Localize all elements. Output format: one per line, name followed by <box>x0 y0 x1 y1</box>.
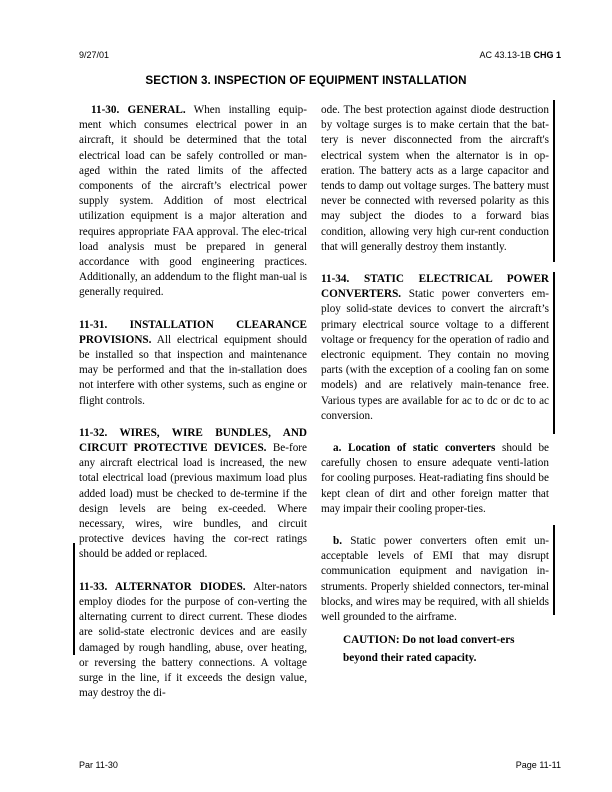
paragraph-heading: b. <box>333 535 343 548</box>
left-column <box>79 103 307 718</box>
paragraph-heading: 11-33. ALTERNATOR DIODES. <box>79 580 246 593</box>
change-bar-11-33 <box>73 543 75 655</box>
footer-paragraph-ref: Par 11-30 <box>79 760 118 770</box>
section-title: SECTION 3. INSPECTION OF EQUIPMENT INSTALLATION <box>145 74 467 87</box>
change-bar-11-34 <box>553 272 555 434</box>
change-number: CHG 1 <box>533 50 561 60</box>
caution-note: CAUTION: Do not load convert-ers beyond their rated capacity. <box>343 634 515 665</box>
paragraph-text: Static power converters em-ploy solid-state devices to convert the aircraft’s primary electrical source voltage to a different voltage or frequency for the operation of radio and electronic equipment. They contain no moving parts (with the exception of a cooling fan on some models) and are relatively main-tenance free. Various types are available for ac to dc or dc to ac conversion. <box>321 288 550 422</box>
header-doc-id <box>479 50 561 60</box>
paragraph-11-31 <box>79 318 307 409</box>
paragraph-heading: 11-34. STATIC ELECTRICAL POWER CONVERTERS. <box>321 273 549 301</box>
paragraph-text: should be carefully chosen to ensure adequate venti-lation for cooling purposes. Heat-radiating fins should be kept clean of dirt and other foreign matter that may impair their cooling proper-ties. <box>321 442 550 515</box>
paragraph-heading: 11-30. GENERAL. <box>91 104 186 116</box>
paragraph-text: Static power converters often emit un-acceptable levels of EMI that may disrupt communication equipment and navigation in-struments. Properly shielded connectors, ter-minal blocks, and wires may be required, with all shields well grounded to the airframe. <box>321 535 550 624</box>
paragraph-11-30 <box>79 103 307 301</box>
paragraph-text: Alter-nators employ diodes for the purpose of con-verting the alternating current to direct current. These diodes are solid-state electronic devices and are easily damaged by rough handling, abuse, over heating, or reversing the battery connections. A voltage surge in the line, if it exceeds the design value, may destroy the di- <box>79 580 307 700</box>
paragraph-text: All electrical equipment should be installed so that inspection and maintenance may be performed and that the in-stallation does not interfere with other systems, such as engine or flight controls. <box>79 333 307 407</box>
change-bar-11-34-b <box>553 525 555 615</box>
paragraph-11-34-b <box>321 534 549 625</box>
header-date: 9/27/01 <box>79 50 110 60</box>
paragraph-text: Be-fore any aircraft electrical load is increased, the new total electrical load (previous maximum load plus added load) must be checked to de-termine if the design levels are being ex-ceeded. Where necessary, wires, wire bundles, and circuit protective devices having the cor-rect ratings should be added or replaced. <box>79 442 307 561</box>
paragraph-11-32 <box>79 426 307 563</box>
paragraph-text: When installing equip-ment which consumes electrical power in an aircraft, it should be determined that the total electrical load can be safely controlled or man-aged within the rated limits of the affected components of the aircraft’s electrical power supply system. Addition of most electrical utilization equipment is a major alteration and requires appropriate FAA approval. The elec-trical load analysis must be prepared in general accordance with good engineering practices. Additionally, an addendum to the flight man-ual is generally required. <box>79 104 307 299</box>
paragraph-11-33-continued <box>321 103 549 255</box>
paragraph-text: ode. The best protection against diode destruction by voltage surges is to make certain that the bat-tery is never disconnected from the aircraft's electrical system when the alternator is in op-eration. The battery acts as a large capacitor and tends to damp out voltage surges. The battery must never be connected with reversed polarity as this may subject the diodes to a forward bias condition, allowing very high cur-rent conduction that will generally destroy them instantly. <box>321 104 549 253</box>
footer-page-number: Page 11-11 <box>515 760 561 770</box>
paragraph-11-34-a <box>321 441 549 517</box>
change-bar-diode-text <box>553 100 555 262</box>
paragraph-heading: 11-31. INSTALLATION CLEARANCE PROVISIONS. <box>79 318 307 346</box>
right-column <box>321 103 549 667</box>
paragraph-heading: a. Location of static converters <box>333 442 496 455</box>
doc-id: AC 43.13-1B <box>479 50 531 60</box>
paragraph-heading: 11-32. WIRES, WIRE BUNDLES, AND CIRCUIT PROTECTIVE DEVICES. <box>79 426 307 455</box>
paragraph-11-33 <box>79 580 307 702</box>
paragraph-11-34 <box>321 272 549 424</box>
